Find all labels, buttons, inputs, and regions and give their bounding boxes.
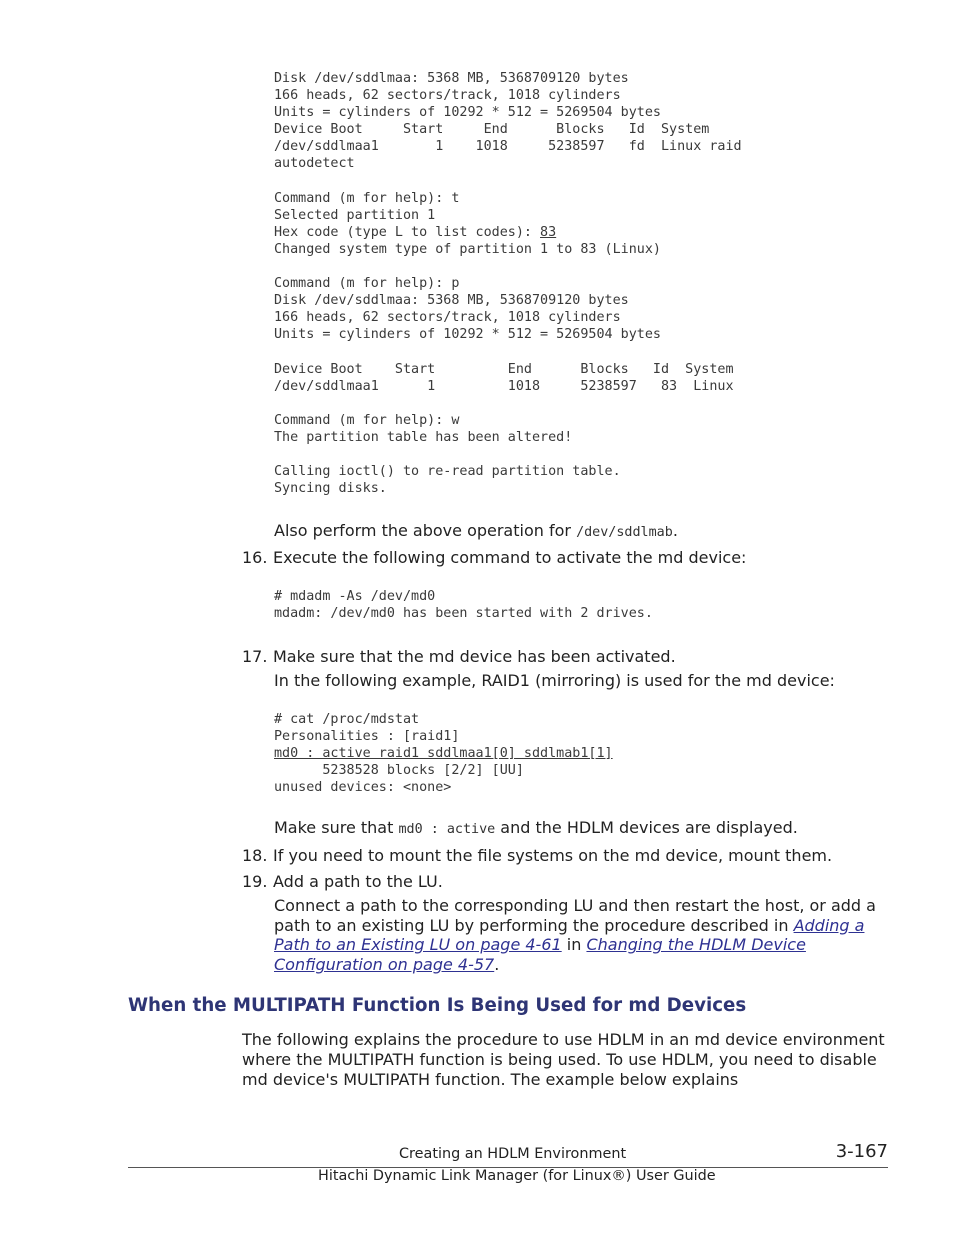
- step-17-subtext: In the following example, RAID1 (mirroring) is used for the md device:: [274, 671, 835, 690]
- footer-book-title: Hitachi Dynamic Link Manager (for Linux®) User Guide: [318, 1168, 716, 1184]
- step-number: 17.: [242, 647, 268, 666]
- step-number: 18.: [242, 846, 268, 865]
- step-text: Make sure that the md device has been activated.: [273, 647, 676, 666]
- step-16: [242, 548, 746, 568]
- step-19-paragraph: Connect a path to the corresponding LU and then restart the host, or add a path to an existing LU by performing the procedure described in Adding a Path to an Existing LU on page 4-61 in Changing the HDLM Device Configuration on page 4-57.: [274, 896, 876, 974]
- link-adding-path[interactable]: Adding a Path to an Existing LU on page 4-61: [274, 915, 865, 955]
- link-changing-config[interactable]: Changing the HDLM Device Configuration on page 4-57: [274, 935, 806, 974]
- also-perform-note: Also perform the above operation for /dev/sddlmab.: [274, 521, 678, 540]
- section-heading: When the MULTIPATH Function Is Being Used for md Devices: [128, 995, 747, 1016]
- step-19: [242, 872, 443, 892]
- code-block-fdisk: [274, 70, 742, 497]
- step-text: Add a path to the LU.: [273, 872, 443, 891]
- step-text: Execute the following command to activate the md device:: [273, 548, 747, 567]
- footer-section-title: Creating an HDLM Environment: [399, 1146, 627, 1162]
- code-hex-prompt: Hex code (type L to list codes):: [274, 224, 541, 240]
- code-lines-after: Changed system type of partition 1 to 83 (Linux) Command (m for help): p Disk /dev/sddlmaa: 5368 MB, 5368709120 bytes 166 heads, 62 sectors/track, 1018 cylinders Units = cylinders of 10292 * 512 = 5269504 bytes Device Boot Start End Blocks Id System /dev/sddlmaa1 1 1018 5238597 83 Linux Command (m for help): w The partition table has been altered! Calling ioctl() to re-read partition table. Syncing disks.: [274, 241, 734, 497]
- page-number: 3-167: [835, 1141, 888, 1162]
- section-intro: The following explains the procedure to use HDLM in an md device environment where the MULTIPATH function is being used. To use HDLM, you need to disable md device's MULTIPATH function. The example below explains: [242, 1030, 885, 1089]
- step-number: 19.: [242, 872, 268, 891]
- code-hex-value: 83: [540, 224, 557, 240]
- step-17: [242, 647, 676, 667]
- device-name: /dev/sddlmab: [576, 525, 673, 540]
- code-highlight-line: md0 : active raid1 sddlmaa1[0] sddlmab1[1]: [274, 746, 613, 762]
- step-18: [242, 846, 832, 866]
- step-number: 16.: [242, 548, 268, 567]
- code-lines: Disk /dev/sddlmaa: 5368 MB, 5368709120 bytes 166 heads, 62 sectors/track, 1018 cylinders Units = cylinders of 10292 * 512 = 5269504 bytes Device Boot Start End Blocks Id System /dev/sddlmaa1 1 1018 5238597 fd Linux raid autodetect Command (m for help): t Selected partition 1: [274, 71, 742, 223]
- step-text: If you need to mount the file systems on the md device, mount them.: [273, 846, 833, 865]
- step-17-confirm: Make sure that md0 : active and the HDLM devices are displayed.: [274, 818, 798, 837]
- code-block-mdstat: # cat /proc/mdstat Personalities : [raid1] md0 : active raid1 sddlmaa1[0] sddlmab1[1] 5238528 blocks [2/2] [UU] unused devices: <none>: [274, 712, 613, 796]
- inline-code: md0 : active: [398, 822, 496, 837]
- code-block-mdadm: # mdadm -As /dev/md0 mdadm: /dev/md0 has been started with 2 drives.: [274, 589, 653, 622]
